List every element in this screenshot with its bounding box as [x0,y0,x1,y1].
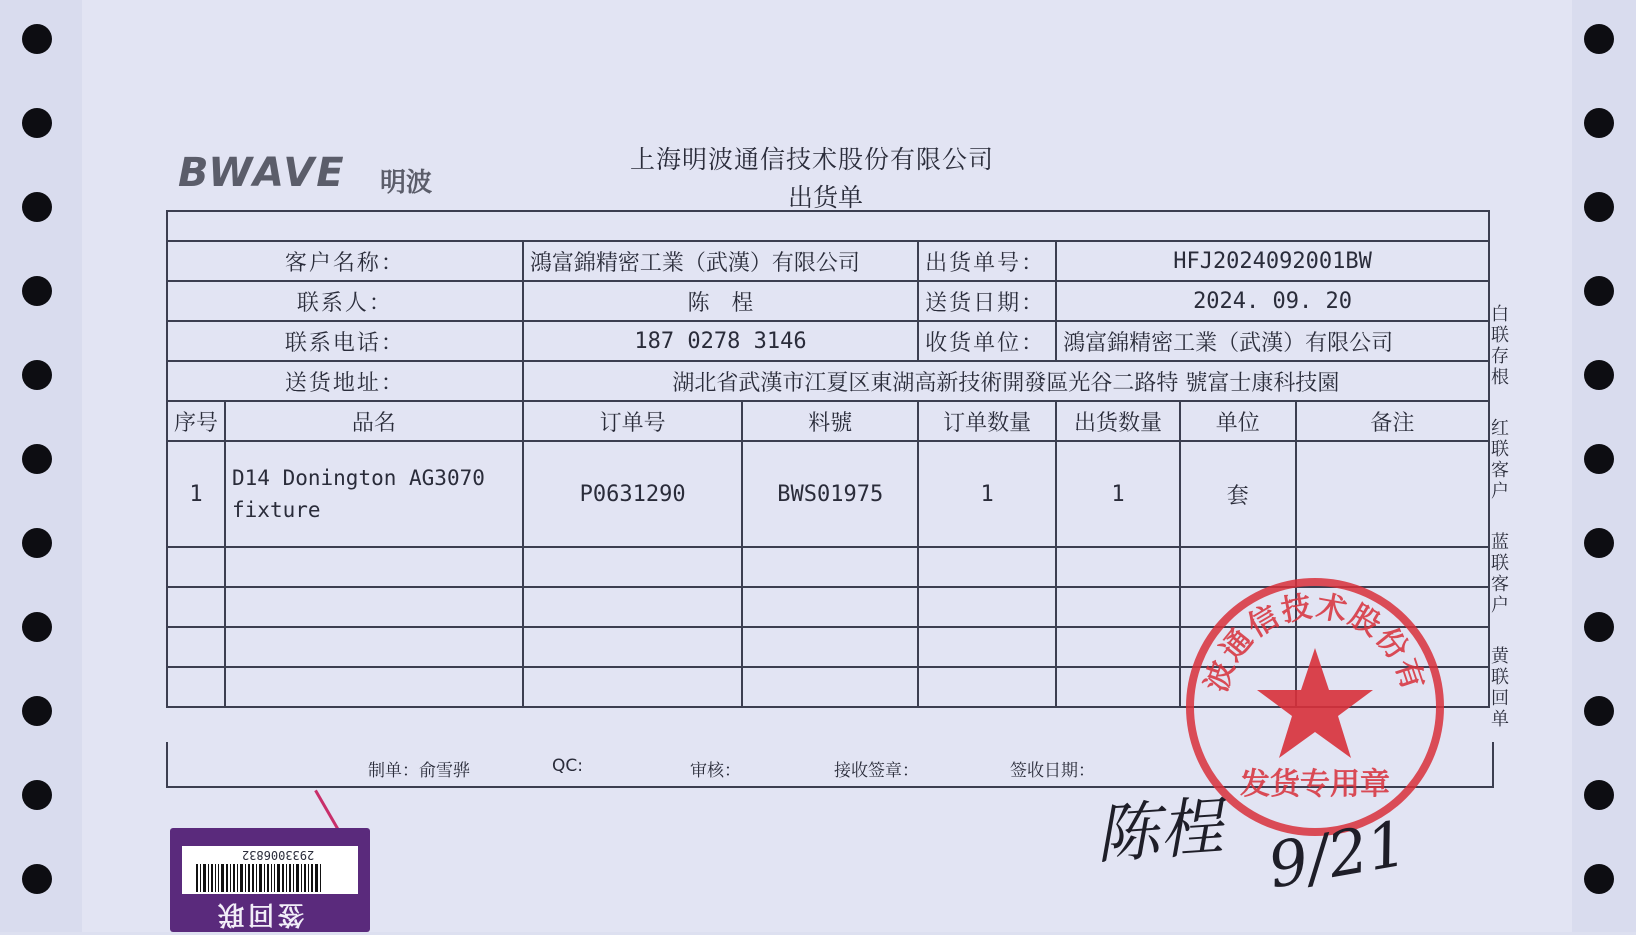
return-receipt-tag [170,828,370,932]
feed-hole [1584,360,1614,390]
feed-hole [22,276,52,306]
copy-label-white: 白联存根 [1491,304,1509,388]
column-header: 订单号 [523,401,743,441]
delivery-date-label: 送货日期： [918,281,1056,321]
phone-label: 联系电话： [167,321,523,361]
customer-row [167,241,1489,281]
column-header: 品名 [225,401,523,441]
bwave-logo: BWAVE [178,150,346,196]
copy-label-yellow: 黄联回单 [1491,646,1509,730]
feed-hole [1584,276,1614,306]
item-remark [1296,441,1489,547]
copy-label-blue: 蓝联客户 [1491,532,1509,616]
feed-hole [1584,612,1614,642]
barcode [182,846,358,894]
item-part-number: BWS01975 [742,441,918,547]
contact-value: 陈 桯 [523,281,918,321]
item-unit: 套 [1180,441,1296,547]
item-order-number: P0631290 [523,441,743,547]
contact-label: 联系人： [167,281,523,321]
seal-bottom-text: 发货专用章 [1240,767,1390,802]
barcode-bars [196,864,344,892]
item-ship-quantity: 1 [1056,441,1180,547]
feed-hole [1584,780,1614,810]
feed-hole [22,528,52,558]
feed-hole [22,360,52,390]
feed-hole [22,444,52,474]
column-header-row [167,401,1489,441]
table-row [167,441,1489,547]
customer-label: 客户名称： [167,241,523,281]
maker-field [368,756,470,781]
address-row [167,361,1489,401]
sign-date-label: 签收日期： [1010,761,1095,781]
star-icon [1257,648,1373,758]
handwritten-signature: 陈桯 [1092,790,1226,874]
contact-row [167,281,1489,321]
phone-row [167,321,1489,361]
feed-hole [1584,528,1614,558]
barcode-number: 2933006832 [242,848,315,862]
tag-label: 签回联 [214,899,305,929]
seal-arc-text: 波通信技术股份有 [1198,589,1432,697]
review-label: 审核： [690,761,741,781]
qc-label: QC: [552,756,583,776]
item-name: D14 Donington AG3070 fixture [225,441,523,547]
feed-hole [1584,192,1614,222]
column-header: 料號 [742,401,918,441]
column-header: 订单数量 [918,401,1056,441]
customer-value: 鴻富錦精密工業（武漢）有限公司 [523,241,918,281]
maker-label: 制单： [368,761,419,781]
column-header: 序号 [167,401,225,441]
feed-hole [1584,696,1614,726]
order-number-label: 出货单号： [918,241,1056,281]
column-header: 备注 [1296,401,1489,441]
feed-hole [1584,24,1614,54]
item-order-quantity: 1 [918,441,1056,547]
column-header: 单位 [1180,401,1296,441]
delivery-date-value: 2024. 09. 20 [1056,281,1489,321]
handwritten-date: 9/21 [1262,806,1413,903]
feed-hole [22,192,52,222]
feed-hole [22,612,52,642]
receive-signature-label: 接收签章： [834,761,919,781]
feed-hole [22,24,52,54]
feed-hole [22,864,52,894]
company-name: 上海明波通信技术股份有限公司 [630,145,995,174]
address-label: 送货地址： [167,361,523,401]
receiver-label: 收货单位： [918,321,1056,361]
feed-hole [22,108,52,138]
feed-hole [1584,108,1614,138]
copy-label-red: 红联客户 [1491,418,1509,502]
feed-hole [22,780,52,810]
feed-hole [1584,444,1614,474]
maker-value: 俞雪骅 [419,761,470,781]
column-header: 出货数量 [1056,401,1180,441]
bwave-logo-cn: 明波 [380,168,433,198]
table-top-band [167,211,1489,241]
receiver-value: 鴻富錦精密工業（武漢）有限公司 [1056,321,1489,361]
document-title: 出货单 [788,183,864,212]
feed-hole [1584,864,1614,894]
phone-value: 187 0278 3146 [523,321,918,361]
item-number: 1 [167,441,225,547]
order-number-value: HFJ2024092001BW [1056,241,1489,281]
address-value: 湖北省武漢市江夏区東湖高新技術開發區光谷二路特 號富士康科技園 [523,361,1489,401]
feed-hole [22,696,52,726]
